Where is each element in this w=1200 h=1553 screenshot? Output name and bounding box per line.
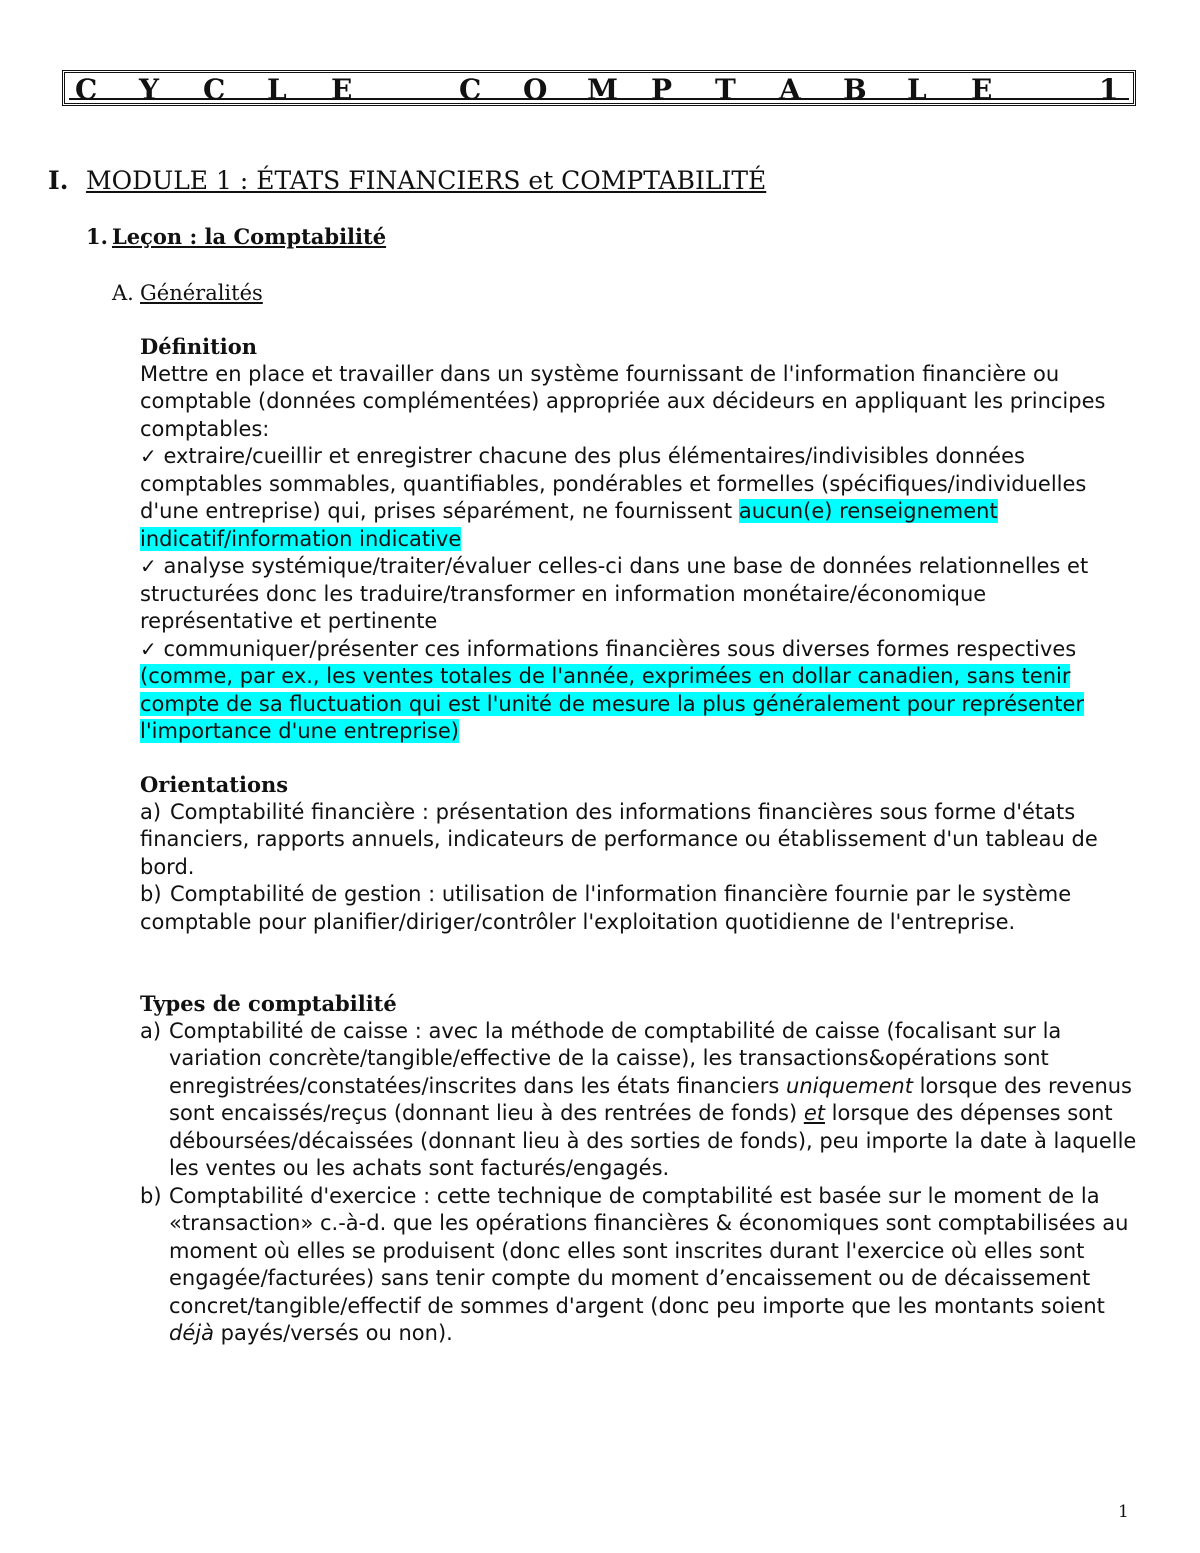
section-letter: A. xyxy=(112,281,134,305)
types-text-a xyxy=(169,1018,1140,1183)
section-title: Généralités xyxy=(140,281,263,305)
checkmark-icon: ✓ xyxy=(140,444,157,468)
definition-heading: Définition xyxy=(140,334,258,359)
module-title: MODULE 1 : ÉTATS FINANCIERS et COMPTABILITÉ xyxy=(86,166,767,195)
module-heading xyxy=(48,164,766,198)
types-item-b xyxy=(140,1183,1140,1348)
definition-item-1-text: extraire/cueillir et enregistrer chacune des plus élémentaires/indivisibles données comptables sommables, quantifiables, pondérables et formelles (spécifiques/individuelles d'une entreprise) qui, prises séparément, ne fournissent xyxy=(140,444,1087,523)
title-letter: L xyxy=(907,73,927,106)
definition-item-3-highlight: (comme, par ex., les ventes totales de l'année, exprimées en dollar canadien, sans tenir compte de sa fluctuation qui est l'unité de mesure la plus généralement pour représenter l'importance d'une entreprise) xyxy=(140,664,1085,743)
types-marker-b: b) xyxy=(140,1183,162,1208)
types-marker-a: a) xyxy=(140,1018,162,1043)
title-letter: A xyxy=(779,73,801,106)
title-letter: E xyxy=(971,73,993,106)
checkmark-icon: ✓ xyxy=(140,554,157,578)
types-heading: Types de comptabilité xyxy=(140,991,397,1016)
title-letter: B xyxy=(843,73,867,106)
title-letter: L xyxy=(267,73,287,106)
orientation-item-b xyxy=(140,881,1140,936)
section-heading xyxy=(112,278,263,308)
orientation-text-a: Comptabilité financière : présentation des informations financières sous forme d'états financiers, rapports annuels, indicateurs de performance ou établissement d'un tableau de bord. xyxy=(140,799,1098,879)
title-letter: E xyxy=(331,73,353,106)
definition-item-3-text: communiquer/présenter ces informations financières sous diverses formes respectives xyxy=(163,636,1077,661)
title-underline xyxy=(69,98,1129,100)
types-text-b xyxy=(169,1183,1140,1348)
orientation-marker-a: a) xyxy=(140,799,162,824)
orientation-text-b: Comptabilité de gestion : utilisation de l'information financière fournie par le système comptable pour planifier/diriger/contrôler l'exploitation quotidienne de l'entreprise. xyxy=(140,882,1072,934)
types-item-a xyxy=(140,1018,1140,1183)
orientations-heading: Orientations xyxy=(140,772,289,797)
types-b-part1: Comptabilité d'exercice : cette technique de comptabilité est basée sur le moment de la «transaction» c.-à-d. que les opérations financières & économiques sont comptabilisées au moment où elles se produisent (donc elles sont inscrites durant l'exercice où elles sont engagée/facturées) sans tenir compte du moment d’encaissement ou de décaissement concret/tangible/effectif de sommes d'argent (donc peu importe que les montants soient xyxy=(169,1183,1129,1318)
definition-item-2-text: analyse systémique/traiter/évaluer celles-ci dans une base de données relationnelles et structurées donc les traduire/transformer en information monétaire/économique représentative et pertinente xyxy=(140,554,1089,633)
definition-intro: Mettre en place et travailler dans un système fournissant de l'information financière ou comptable (données complémentées) appropriée aux décideurs en appliquant les principes comptables: xyxy=(140,361,1106,441)
title-letter: T xyxy=(715,73,736,106)
definition-item-1 xyxy=(140,443,1140,553)
title-letter: P xyxy=(651,73,673,106)
title-letter: O xyxy=(523,73,548,106)
orientations-block xyxy=(140,771,1140,936)
orientation-item-a xyxy=(140,799,1140,882)
title-letter: 1 xyxy=(1099,73,1119,106)
definition-item-1-highlight: aucun(e) renseignement indicatif/information indicative xyxy=(140,499,998,551)
title-letter: C xyxy=(459,73,482,106)
types-block xyxy=(140,990,1140,1348)
definition-item-2 xyxy=(140,553,1140,636)
title-letter: M xyxy=(587,73,618,106)
page-title-box xyxy=(62,70,1136,106)
definition-item-3 xyxy=(140,636,1140,746)
definition-block xyxy=(140,333,1140,746)
title-letter: C xyxy=(75,73,98,106)
types-b-part2: payés/versés ou non). xyxy=(213,1321,453,1345)
module-number: I. xyxy=(48,166,69,195)
lesson-heading xyxy=(86,222,386,252)
types-b-emphasis: déjà xyxy=(169,1321,214,1345)
orientation-marker-b: b) xyxy=(140,882,162,906)
types-a-part1: Comptabilité de caisse : avec la méthode de comptabilité de caisse (focalisant sur la variation concrète/tangible/effective de la caisse), les transactions&opérations sont enregistrées/constatées/inscrites dans les états financiers xyxy=(169,1018,1062,1098)
lesson-number: 1. xyxy=(86,224,108,249)
title-letter: C xyxy=(203,73,226,106)
types-a-part3: lorsque des dépenses sont déboursées/décaissées (donnant lieu à des sorties de fonds), peu importe la date à laquelle les ventes ou les achats sont facturés/engagés. xyxy=(169,1101,1137,1180)
page-number: 1 xyxy=(1118,1502,1129,1522)
types-a-part2: lorsque des revenus sont encaissés/reçus (donnant lieu à des rentrées de fonds) xyxy=(169,1073,1133,1125)
checkmark-icon: ✓ xyxy=(140,636,157,661)
types-a-emphasis-1: uniquement xyxy=(786,1073,913,1098)
title-letter: Y xyxy=(139,73,159,106)
types-a-emphasis-2: et xyxy=(803,1101,825,1125)
lesson-title: Leçon : la Comptabilité xyxy=(112,224,387,249)
